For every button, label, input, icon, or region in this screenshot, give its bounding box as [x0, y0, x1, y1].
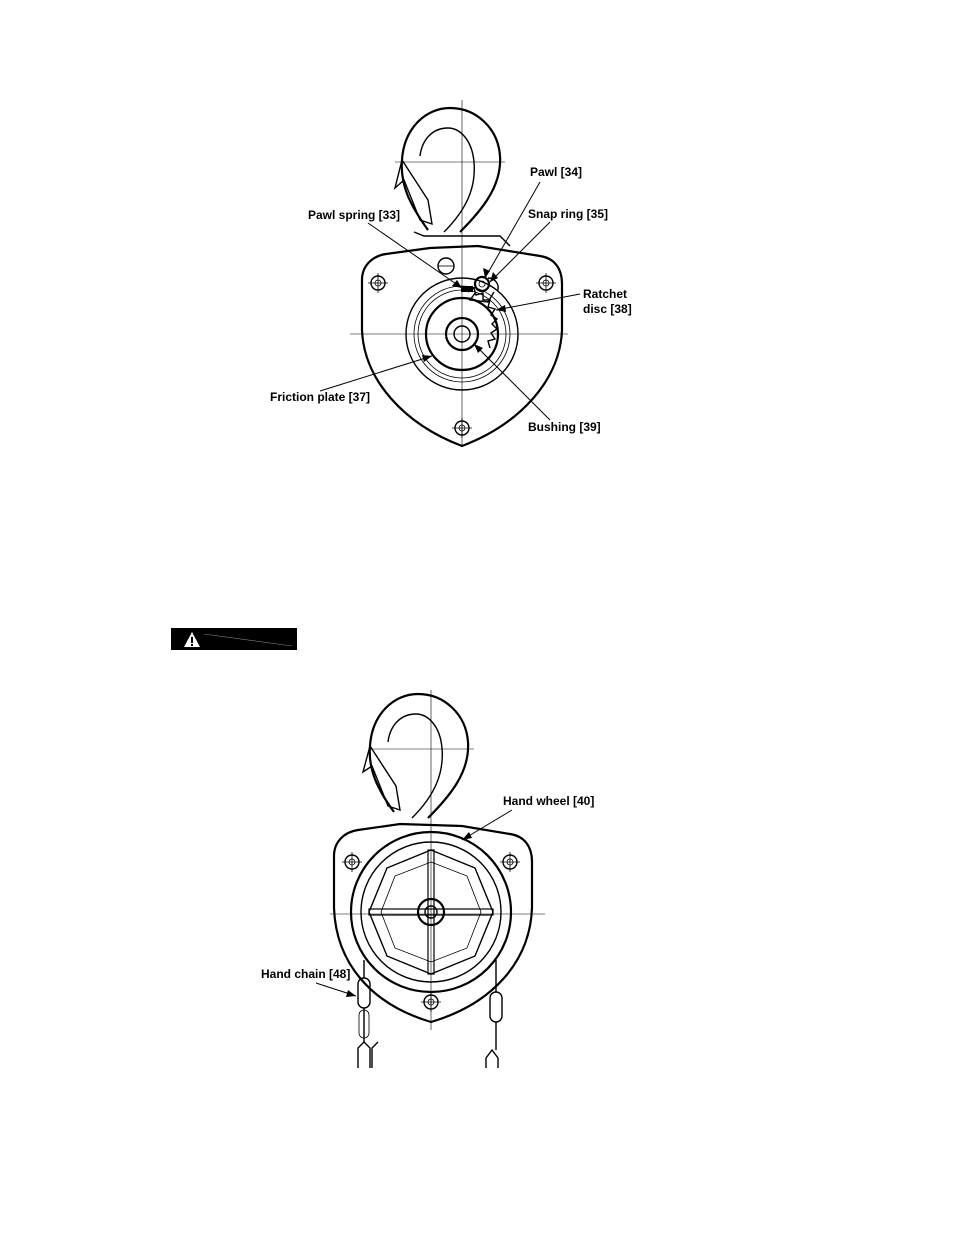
- leader-pawl: [485, 182, 540, 278]
- top-bolt-bottom: [452, 418, 472, 438]
- bottom-hand-chain-right: [486, 960, 502, 1068]
- top-bolt-right: [536, 273, 556, 293]
- label-pawl-spring: Pawl spring [33]: [308, 208, 401, 222]
- label-hand-wheel: Hand wheel [40]: [503, 794, 595, 808]
- figure-top-hoist: [270, 100, 632, 446]
- top-stop-pin: [438, 258, 454, 274]
- bottom-bolt-left: [342, 852, 362, 872]
- top-hook-latch: [395, 160, 432, 224]
- label-friction-plate: Friction plate [37]: [270, 390, 371, 404]
- label-bushing: Bushing [39]: [528, 420, 601, 434]
- label-hand-chain: Hand chain [48]: [261, 967, 351, 981]
- label-pawl: Pawl [34]: [530, 165, 583, 179]
- leader-friction-plate: [320, 356, 432, 391]
- label-ratchet-line2: disc [38]: [583, 302, 632, 316]
- bottom-hand-chain-left: [358, 960, 378, 1068]
- top-pawl-spring: [461, 286, 473, 292]
- figure-bottom-hoist: [261, 690, 594, 1068]
- bottom-hook-outer: [370, 694, 468, 818]
- top-bolt-left: [368, 273, 388, 293]
- bottom-bolt-bottom: [421, 992, 441, 1012]
- label-snap-ring: Snap ring [35]: [528, 207, 609, 221]
- label-ratchet-line1: Ratchet: [583, 287, 628, 301]
- bottom-hook-latch: [363, 746, 400, 810]
- leader-snap-ring: [490, 222, 550, 282]
- top-hook-outer: [402, 108, 500, 232]
- bottom-hook-inner: [388, 714, 442, 818]
- bottom-bolt-right: [500, 852, 520, 872]
- leader-bushing: [474, 344, 550, 420]
- top-hook-inner: [420, 128, 474, 232]
- warning-banner: [171, 628, 297, 650]
